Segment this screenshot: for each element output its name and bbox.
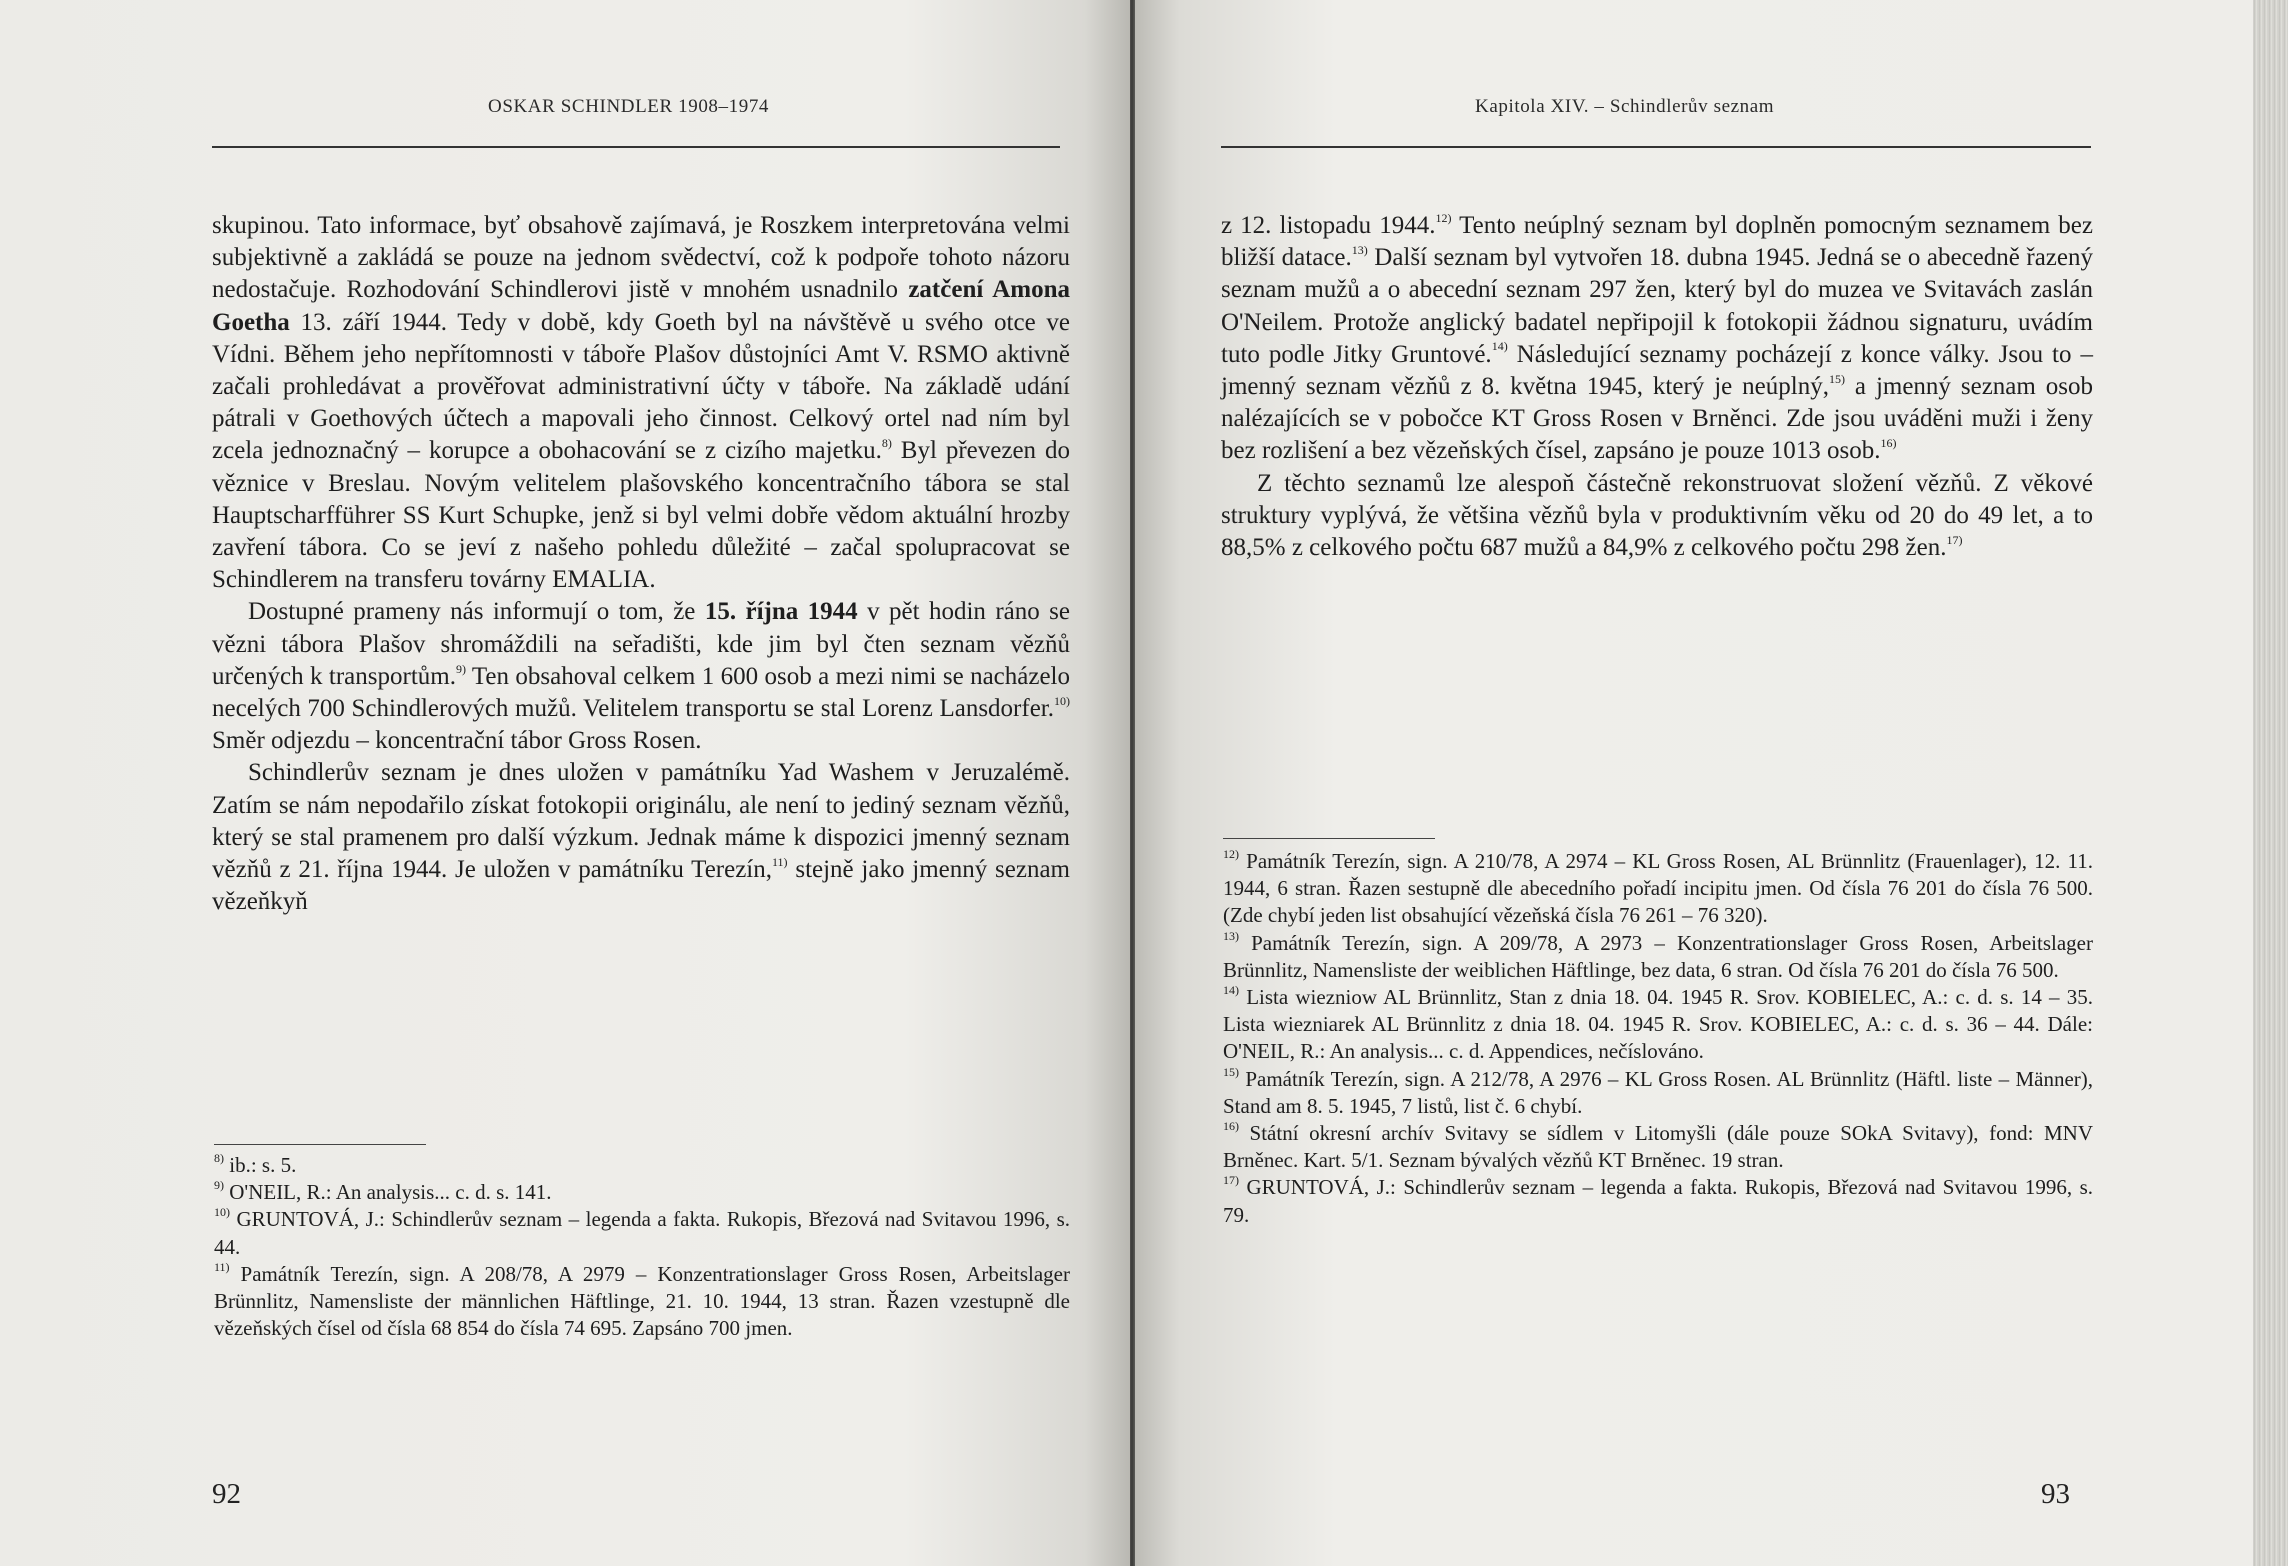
footnote-text: Památník Terezín, sign. A 212/78, A 2976 – KL Gross Rosen. AL Brünnlitz (Häftl. liste – Männer), Stand am 8. 5. 1945, 7 listů, list č. 6 chybí. [1223,1066,2093,1118]
body-text-right [1221,210,2093,564]
footnote-ref: 17) [1946,532,1963,547]
footnote-text: Památník Terezín, sign. A 209/78, A 2973 – Konzentrationslager Gross Rosen, Arbeitslager Brünnlitz, Namensliste der weiblichen Häftlinge, bez data, 6 stran. Od čísla 76 201 do čísla 76 500. [1223,930,2093,982]
right-page [1135,0,2253,1566]
footnote [214,1179,1070,1206]
text-run: v pět hodin ráno se vězni tábora Plašov shromáždili na seřadišti, kde jim byl čten seznam vězňů určených k transportům. [212,598,1070,690]
footnote-number: 16) [1223,1119,1239,1134]
bold-text: zatčení Amona Goetha [212,276,1070,336]
text-run: skupinou. Tato informace, byť obsahově zajímavá, je Roszkem interpretována velmi subjektivně a zakládá se pouze na jednom svědectví, což k podpoře tohoto názoru nedostačuje. Rozhodování Schindlerovi jistě v mnohém usnadnilo [212,212,1070,304]
text-run: stejně jako jmenný seznam vězeňkyň [212,856,1070,916]
text-run: Ten obsahoval celkem 1 600 osob a mezi nimi se nacházelo necelých 700 Schindlerových mužů. Velitelem transportu se stal Lorenz Lansdorfer. [212,662,1070,723]
footnotes-right [1223,848,2093,1229]
text-run: a jmenný seznam osob nalézajících se v pobočce KT Gross Rosen v Brněnci. Zde jsou uváděni muži i ženy bez rozlišení a bez vězeňských čísel, zapsáno je pouze 1013 osob. [1221,373,2093,465]
text-run: 13. září 1944. Tedy v době, kdy Goeth byl na návštěvě u svého otce ve Vídni. Během jeho nepřítomnosti v táboře Plašov důstojníci Amt V. RSMO aktivně začali prohledávat a prověřovat administrativní účty v táboře. Na základě udání pátrali v Goethových účtech a mapovali jeho činnost. Celkový ortel nad ním byl zcela jednoznačný – korupce a obohacování se z cizího majetku. [212,308,1070,465]
text-run: Další seznam byl vytvořen 18. dubna 1945. Jedná se o abecedně řazený seznam mužů a o abecední seznam 297 žen, který byl do muzea ve Svitavách zaslán O'Neilem. Protože anglický badatel nepřipojil k fotokopii žádnou signaturu, uvádím tuto podle Jitky Gruntové. [1221,244,2093,368]
text-run: Směr odjezdu – koncentrační tábor Gross Rosen. [212,727,702,755]
footnote-ref: 9) [455,661,466,676]
footnote-ref: 16) [1880,436,1897,451]
footnote-text: O'NEIL, R.: An analysis... c. d. s. 141. [224,1180,552,1205]
footnote-number: 11) [214,1259,230,1274]
footnote-number: 8) [214,1151,224,1165]
paragraph [212,757,1070,918]
bold-text: 15. října 1944 [704,598,858,626]
page-number-right: 93 [2041,1478,2070,1510]
text-run: Byl převezen do věznice v Breslau. Novým velitelem plašovského koncentračního tábora se stal Hauptscharfführer SS Kurt Schupke, jenž si byl velmi dobře vědom aktuální hrozby zavření tábora. Co se jeví z našeho pohledu důležité – začal spolupracovat se Schindlerem na transferu továrny EMALIA. [212,437,1070,594]
running-head-right: Kapitola XIV. – Schindlerův seznam [1475,96,1775,117]
footnotes-left [214,1152,1070,1342]
running-head-left: OSKAR SCHINDLER 1908–1974 [488,96,770,117]
footnote [1223,930,2093,984]
footnote [1223,1120,2093,1174]
footnote-number: 13) [1223,928,1239,943]
footnote-number: 15) [1223,1064,1239,1079]
footnote-number: 9) [214,1178,224,1193]
footnote [1223,1066,2093,1120]
footnote-ref: 15) [1828,371,1845,386]
footnote-number: 14) [1223,983,1239,998]
footnote-ref: 13) [1351,242,1368,257]
header-rule-right [1221,146,2091,148]
footnote [1223,848,2093,930]
text-run: Následující seznamy pocházejí z konce války. Jsou to – jmenný seznam vězňů z 8. května 1945, který je neúplný, [1221,340,2093,401]
text-run: Schindlerův seznam je dnes uložen v památníku Yad Washem v Jeruzalémě. Zatím se nám nepodařilo získat fotokopii originálu, ale není to jediný seznam vězňů, který se stal pramenem pro další výzkum. Jednak máme k dispozici jmenný seznam vězňů z 21. října 1944. Je uložen v památníku Terezín, [212,759,1070,884]
footnote [1223,984,2093,1066]
footnote-ref: 8) [881,436,892,451]
footnote [1223,1174,2093,1228]
footnote-text: Státní okresní archív Svitavy se sídlem v Litomyšli (dále pouze SOkA Svitavy), fond: MNV Brněnec. Kart. 5/1. Seznam bývalých vězňů KT Brněnec. 19 stran. [1223,1121,2093,1173]
paragraph [1221,468,2093,565]
footnote [214,1261,1070,1343]
footnote-ref: 10) [1054,693,1070,708]
page-number-left: 92 [212,1478,241,1510]
footnote-ref: 11) [772,854,788,869]
footnote-text: Lista wiezniow AL Brünnlitz, Stan z dnia 18. 04. 1945 R. Srov. KOBIELEC, A.: c. d. s. 14 – 35. Lista wiezniarek AL Brünnlitz z dnia 18. 04. 1945 R. Srov. KOBIELEC, A.: c. d. s. 36 – 44. Dále: O'NEIL, R.: An analysis... c. d. Appendices, nečíslováno. [1223,985,2093,1064]
left-page [0,0,1130,1566]
text-run: z 12. listopadu 1944. [1221,212,1436,239]
paragraph [1221,210,2093,468]
footnote-rule-right [1223,838,1435,839]
text-run: Dostupné prameny nás informují o tom, že [248,598,705,626]
footnote [214,1206,1070,1260]
footnote-text: GRUNTOVÁ, J.: Schindlerův seznam – legenda a fakta. Rukopis, Březová nad Svitavou 1996, s. 79. [1223,1175,2093,1227]
paragraph [212,210,1070,596]
footnote-number: 17) [1223,1173,1239,1188]
footnote-ref: 14) [1491,339,1508,354]
text-run: Z těchto seznamů lze alespoň částečně rekonstruovat složení vězňů. Z věkové struktury vyplývá, že většina vězňů byla v produktivním věku od 20 do 49 let, a to 88,5% z celkového počtu 687 mužů a 84,9% z celkového počtu 298 žen. [1221,469,2093,562]
footnote-rule-left [214,1144,426,1145]
footnote-text: Památník Terezín, sign. A 208/78, A 2979 – Konzentrationslager Gross Rosen, Arbeitslager Brünnlitz, Namensliste der männlichen Häftlinge, 21. 10. 1944, 13 stran. Řazen vzestupně dle vězeňských čísel od čísla 68 854 do čísla 74 695. Zapsáno 700 jmen. [214,1261,1070,1341]
header-rule-left [212,146,1060,148]
text-run: Tento neúplný seznam byl doplněn pomocným seznamem bez bližší datace. [1221,212,2093,272]
footnote [214,1152,1070,1179]
footnote-number: 12) [1223,847,1239,861]
footnote-number: 10) [214,1205,230,1220]
page-edges [2253,0,2288,1566]
paragraph [212,596,1070,757]
body-text-left [212,210,1070,918]
footnote-ref: 12) [1435,210,1452,225]
footnote-text: Památník Terezín, sign. A 210/78, A 2974 – KL Gross Rosen, AL Brünnlitz (Frauenlager), 12. 11. 1944, 6 stran. Řazen sestupně dle abecedního pořadí incipitu jmen. Od čísla 76 201 do čísla 76 500. (Zde chybí jeden list obsahující vězeňská čísla 76 261 – 76 320). [1223,849,2093,928]
footnote-text: GRUNTOVÁ, J.: Schindlerův seznam – legenda a fakta. Rukopis, Březová nad Svitavou 1996, s. 44. [214,1207,1070,1259]
footnote-text: ib.: s. 5. [224,1153,297,1177]
